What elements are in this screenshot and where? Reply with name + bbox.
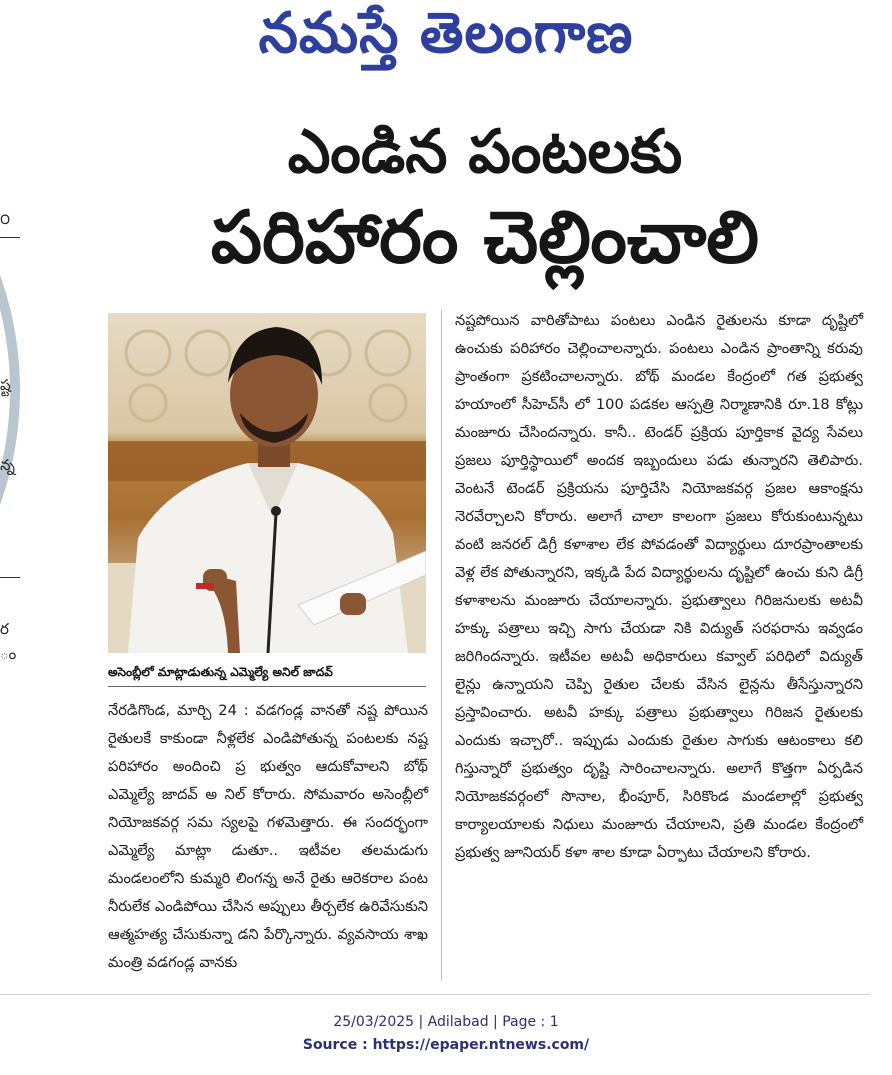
adjacent-article-fragment: ర	[0, 620, 9, 638]
mla-photo-illustration	[108, 313, 426, 653]
photo-caption: అసెంబ్లీలో మాట్లాడుతున్న ఎమ్మెల్యే అనిల్ జాదవ్	[108, 664, 333, 679]
adjacent-article-rule	[0, 577, 20, 578]
adjacent-article-fragment: ౦	[0, 210, 11, 228]
page-bottom-rule	[0, 994, 870, 995]
edition-info: 25/03/2025 | Adilabad | Page : 1	[333, 1014, 559, 1030]
column-divider	[441, 310, 442, 980]
adjacent-article-fragment: ష్ట	[0, 376, 11, 394]
headline-line-2: పరిహారం చెల్లించాలి	[210, 195, 760, 279]
article-body-right-column: నష్టపోయిన వారితోపాటు పంటలు ఎండిన రైతులను కూడా దృష్టిలో ఉంచుకు పరిహారం చెల్లించాలన్నారు. పంటలు ఎండిన ప్రాంతాన్ని కరువు ప్రాంతంగా ప్రకటించాలన్నారు. బోథ్ మండల కేంద్రంలో గత ప్రభుత్వ హయాంలో సీహెచ్‌సీ లో 100 పడకల ఆస్పత్రి నిర్మాణానికి రూ.18 కోట్లు మంజూరు చేసిందన్నారు. కానీ.. టెండర్ ప్రక్రియ పూర్తికాక వైద్య సేవలు ప్రజలు పూర్తిస్థాయిలో అందక ఇబ్బందులు పడు తున్నారని తెలిపారు. వెంటనే టెండర్ ప్రక్రియను పూర్తిచేసి నియోజకవర్గ ప్రజల ఆకాంక్షను నెరవేర్చాలని కోరారు. అలాగే చాలా కాలంగా ప్రజలు కోరుకుంటున్నటు వంటి జనరల్ డిగ్రీ కళాశాల లేక పోవడంతో విద్యార్థులు దూరప్రాంతాలకు వెళ్ల లేక పోతున్నారని, ఇక్కడి పేద విద్యార్థులను దృష్టిలో ఉంచు కుని డిగ్రీ కళాశాలను మంజూరు చేయాలన్నారు. ప్రభుత్వాలు గిరిజనులకు అటవీ హక్కు పత్రాలు ఇచ్చి సాగు చేయడా నికి విద్యుత్ సరఫరాను ఇవ్వడం జరిగిందన్నారు. ఇటీవల అటవీ అధికారులు కవ్వాల్ పరిధిలో విద్యుత్ లైన్లు ఉన్నాయని చెప్పి రైతుల చేలకు వేసిన లైన్లను తీసేస్తున్నారని ప్రస్తావించారు. అటవీ హక్కు పత్రాలు ప్రభుత్వాలు గిరిజన రైతులకు ఎందుకు ఇచ్చారో.. ఇప్పుడు ఎందుకు రైతుల సాగుకు ఆటంకాలు కలి గిస్తున్నారో ప్రభుత్వం దృష్టి సారించాలన్నారు. అలాగే కొత్తగా ఏర్పడిన నియోజకవర్గంలో సొనాల, భీంపూర్, సిరికొండ మండలాల్లో ప్రభుత్వ కార్యాలయాలకు నిధులు మంజూరు చేయాలని, ప్రతి మండల కేంద్రంలో ప్రభుత్వ జూనియర్ కళా శాల కూడా ఏర్పాటు చేయాలని కోరారు.	[455, 312, 863, 861]
adjacent-article-fragment: న్న	[0, 456, 15, 474]
headline-line-1: ఎండిన పంటలకు	[287, 117, 683, 187]
caption-divider	[108, 686, 426, 687]
newspaper-logo: నమస్తే తెలంగాణ	[258, 0, 634, 66]
adjacent-article-fragment: ం	[0, 645, 17, 663]
mla-photo	[108, 313, 426, 653]
article-body-left-column: నేరడిగొండ, మార్చి 24 : వడగండ్ల వానతో నష్ట పోయిన రైతులకే కాకుండా నీళ్లలేక ఎండిపోతున్న పంటలకు నష్ట పరిహారం అందించి ప్ర భుత్వం ఆదుకోవాలని బోథ్ ఎమ్మెల్యే జాదవ్ అ నిల్ కోరారు. సోమవారం అసెంబ్లీలో నియోజకవర్గ సమ స్యలపై గళమెత్తారు. ఈ సందర్భంగా ఎమ్మెల్యే మాట్లా డుతూ.. ఇటీవల తలమడుగు మండలంలోని కుమ్మరి లింగన్న అనే రైతు ఆరెకరాల పంట నీరులేక ఎండిపోయి చేసిన అప్పులు తీర్చలేక ఉరివేసుకుని ఆత్మహత్య చేసుకున్నా డని పేర్కొన్నారు. వ్యవసాయ శాఖ మంత్రి వడగండ్ల వానకు	[108, 702, 428, 971]
source-link[interactable]: Source : https://epaper.ntnews.com/	[302, 1037, 590, 1053]
masthead	[0, 0, 892, 80]
adjacent-article-rule	[0, 237, 20, 238]
